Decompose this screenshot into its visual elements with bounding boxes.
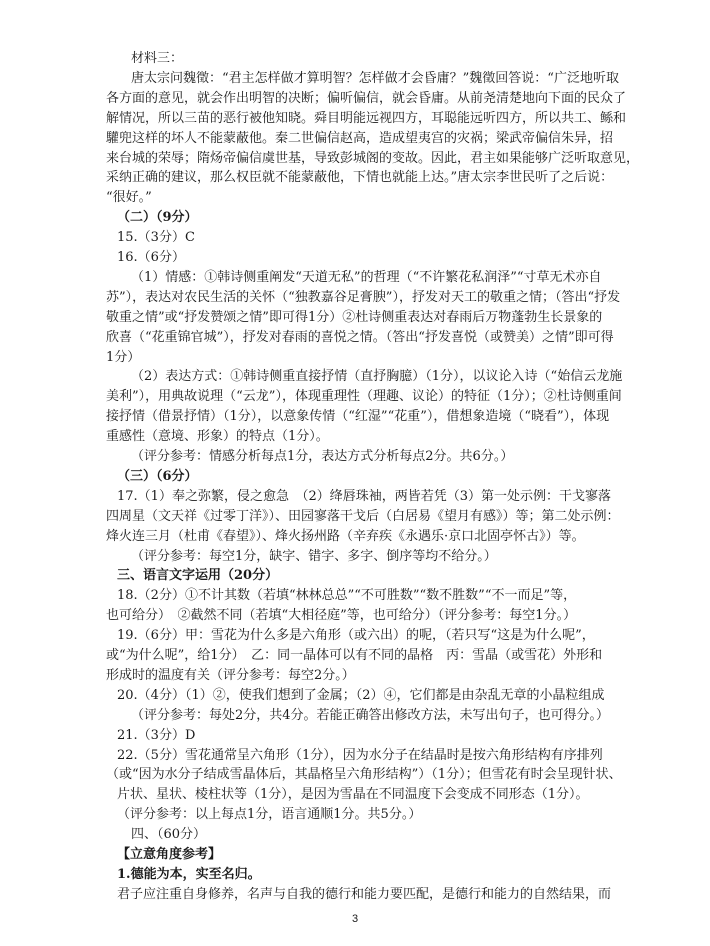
text-line: 君子应注重自身修养，名声与自我的德行和能力要匹配，是德行和能力的自然结果，而	[117, 886, 612, 902]
text-line: 唐太宗问魏徵：“君主怎样做才算明智？怎样做才会昏庸？”魏徵回答说：“广泛地听取	[131, 70, 619, 86]
text-line: 17.（1）奉之弥繁，侵之愈急 （2）绛唇珠袖，两皆若凭（3）第一处示例：干戈寥落	[117, 488, 611, 504]
text-line: 欣喜（“花重锦官城”），抒发对春雨的喜悦之情。（答出“抒发喜悦（或赞美）之情”即可得	[106, 329, 614, 345]
scoring-note: 四、（60分）	[131, 827, 207, 843]
text-line: 烽火连三月（杜甫《春望》）、烽火扬州路（辛弃疾《永遇乐·京口北固亭怀古》）等。	[106, 528, 585, 544]
text-line: 19.（6分）甲：雪花为什么多是六角形（或六出）的呢，（若只写“这是为什么呢”，	[117, 628, 595, 644]
text-line: 形成时的温度有关（评分参考：每空2分。）	[106, 667, 355, 683]
text-line: （评分参考：以上每点1分，语言通顺1分。共5分。）	[117, 807, 422, 823]
text-line: “很好。”	[106, 190, 152, 206]
text-line: 21.（3分）D	[117, 727, 196, 743]
text-line: 20.（4分）（1）②，使我们想到了金属；（2）④，它们都是由杂乱无章的小晶粒组成	[117, 687, 605, 703]
text-line: 来台城的荣辱；隋炀帝偏信虞世基，导致彭城阁的变故。因此，君主如果能够广泛听取意见，	[106, 150, 640, 166]
text-line: 片状、星状、棱柱状等（1分），是因为雪晶在不同温度下会变成不同形态（1分）。	[117, 787, 589, 803]
section-heading: 1.德能为本，实至名归。	[117, 866, 261, 882]
text-line: 驩兜这样的坏人不能蒙蔽他。秦二世偏信赵高，造成望夷宫的灾祸；梁武帝偏信朱异，招	[106, 130, 614, 146]
page-number: 3	[351, 913, 359, 925]
text-line: 材料三：	[131, 51, 184, 66]
section-heading: 三、语言文字运用（20分）	[117, 568, 279, 584]
text-line: 15.（3分）C	[117, 230, 195, 246]
text-line: 1分）	[106, 349, 141, 365]
text-line: 也可给分） ②截然不同（若填“大相径庭”等，也可给分）（评分参考：每空1分。）	[106, 608, 577, 624]
section-heading: （二）（9分）	[117, 210, 198, 226]
text-line: 16.（6分）	[117, 250, 185, 265]
text-line: 或“为什么呢”，给1分） 乙：同一晶体可以有不同的晶格 丙：雪晶（或雪花）外形和	[106, 648, 603, 663]
section-heading: 【立意角度参考】	[117, 847, 222, 862]
scoring-note: （评分参考：情感分析每点1分，表达方式分析每点2分。共6分。）	[131, 449, 514, 464]
text-line: 接抒情（借景抒情）（1分），以意象传情（“红湿”“花重”），借想象造境（“晓看”），体现	[106, 409, 610, 425]
text-line: 18.（2分）①不计其数（若填“林林总总”“不可胜数”“数不胜数”“不一而足”等，	[117, 588, 577, 604]
text-line: 解情况，所以三苗的恶行被他知晓。舜目明能远视四方，耳聪能远听四方，所以共工、鲧和	[106, 110, 627, 126]
text-line: 各方面的意见，就会作出明智的决断；偏听偏信，就会昏庸。从前尧清楚地向下面的民众了	[106, 90, 627, 106]
text-line: （2）表达方式：①韩诗侧重直接抒情（直抒胸臆）（1分），以议论入诗（“始信云龙施	[131, 369, 623, 385]
text-line: 美利”），用典故说理（“云龙”），体现重理性（理趣、议论）的特征（1分）；②杜诗侧重间	[106, 389, 622, 405]
text-line: 敬重之情”或“抒发赞颂之情”即可得1分）②杜诗侧重表达对春雨后万物蓬勃生长景象的	[106, 309, 603, 325]
text-line: （或“因为水分子结成雪晶体后，其晶格呈六角形结构”）（1分）；但雪花有时会呈现针状、	[106, 767, 622, 783]
text-line: 重感性（意境、形象）的特点（1分）。	[106, 429, 329, 445]
text-line: 22.（5分）雪花通常呈六角形（1分），因为水分子在结晶时是按六角形结构有序排列	[117, 747, 603, 763]
text-line: 四周星（文天祥《过零丁洋》）、田园寥落干戈后（白居易《望月有感》）等；第二处示例：	[106, 508, 620, 524]
scoring-note: （评分参考：每处2分，共4分。若能正确答出修改方法，未写出句子，也可得分。）	[131, 707, 610, 723]
section-heading: （三）（6分）	[117, 468, 198, 484]
text-line: 苏”），表达对农民生活的关怀（“独教嘉谷足膏腴”），抒发对天工的敬重之情；（答出“抒发	[106, 289, 621, 305]
text-line: 采纳正确的建议，那么权臣就不能蒙蔽他，下情也就能上达。”唐太宗李世民听了之后说：	[106, 170, 614, 186]
scoring-note: （评分参考：每空1分，缺字、错字、多字、倒序等均不给分。）	[131, 548, 497, 564]
text-line: （1）情感：①韩诗侧重阐发“天道无私”的哲理（“不许繁花私润泽”“寸草无术亦自	[131, 269, 602, 285]
